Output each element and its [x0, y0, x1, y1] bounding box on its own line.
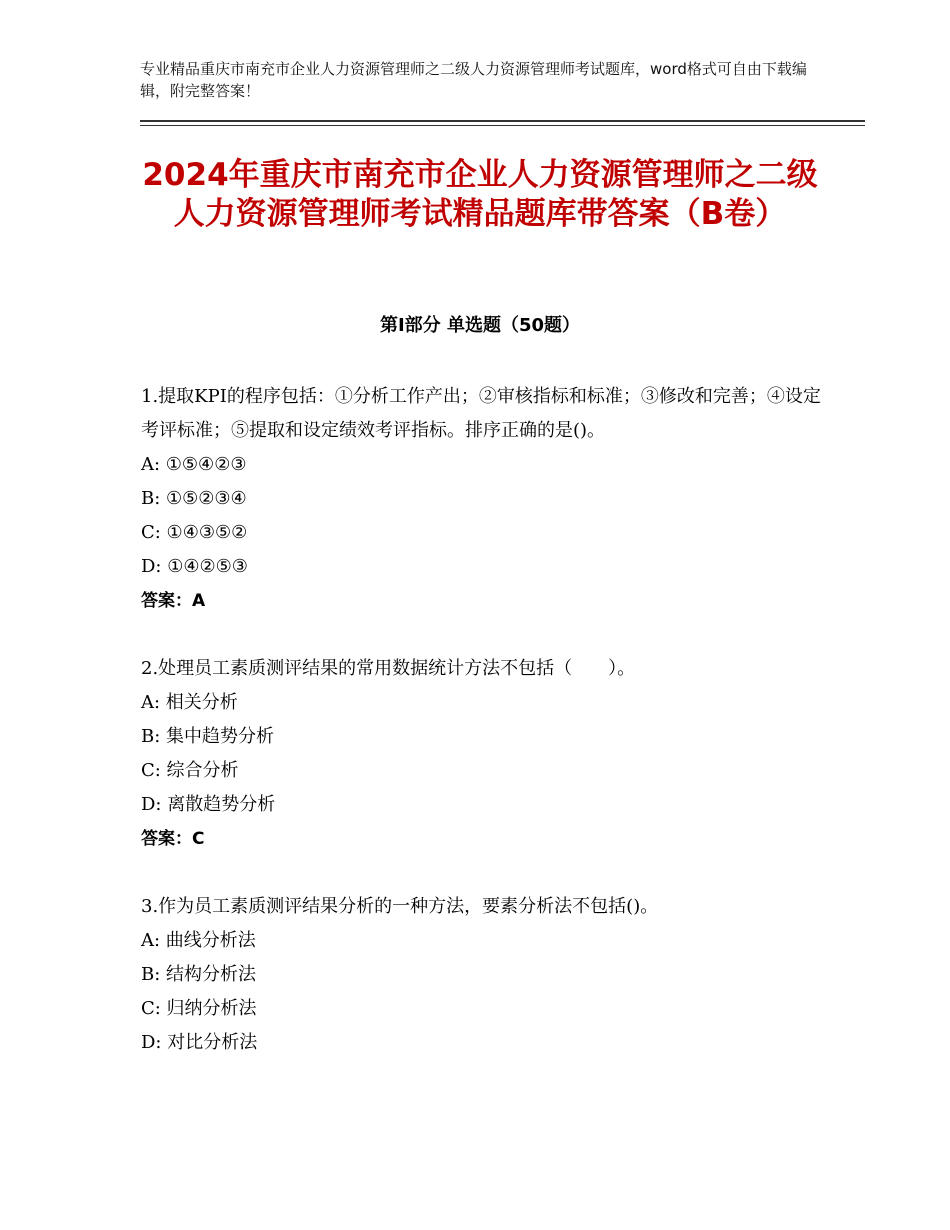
option-c: C: 归纳分析法: [141, 998, 257, 1019]
option-b: B: 集中趋势分析: [141, 726, 275, 747]
option-a: A: 曲线分析法: [141, 930, 256, 951]
question-list: [141, 380, 821, 1094]
header-rule-thick: [140, 120, 865, 122]
answer: 答案：A: [141, 591, 206, 611]
question-stem: 1.提取KPI的程序包括：①分析工作产出；②审核指标和标准；③修改和完善；④设定考评标准；⑤提取和设定绩效考评指标。排序正确的是()。: [141, 386, 821, 441]
question-stem: 3.作为员工素质测评结果分析的一种方法，要素分析法不包括()。: [141, 896, 659, 917]
option-d: D: 离散趋势分析: [141, 794, 276, 815]
document-title: 2024年重庆市南充市企业人力资源管理师之二级人力资源管理师考试精品题库带答案（B卷）: [142, 157, 818, 232]
section-title: 第Ⅰ部分 单选题（50题）: [379, 315, 580, 336]
question-stem: 2.处理员工素质测评结果的常用数据统计方法不包括（ ）。: [141, 658, 636, 679]
option-c: C: ①④③⑤②: [141, 522, 248, 543]
option-d: D: ①④②⑤③: [141, 556, 248, 577]
option-a: A: 相关分析: [141, 692, 238, 713]
option-c: C: 综合分析: [141, 760, 239, 781]
option-b: B: ①⑤②③④: [141, 488, 247, 509]
question-2: [141, 652, 821, 856]
question-1: [141, 380, 821, 618]
option-b: B: 结构分析法: [141, 964, 257, 985]
question-3: [141, 890, 821, 1060]
header-rule-thin: [140, 125, 865, 126]
option-a: A: ①⑤④②③: [141, 454, 247, 475]
header-note: 专业精品重庆市南充市企业人力资源管理师之二级人力资源管理师考试题库，word格式可自由下载编辑，附完整答案！: [140, 60, 807, 100]
answer: 答案：C: [141, 829, 205, 849]
option-d: D: 对比分析法: [141, 1032, 258, 1053]
